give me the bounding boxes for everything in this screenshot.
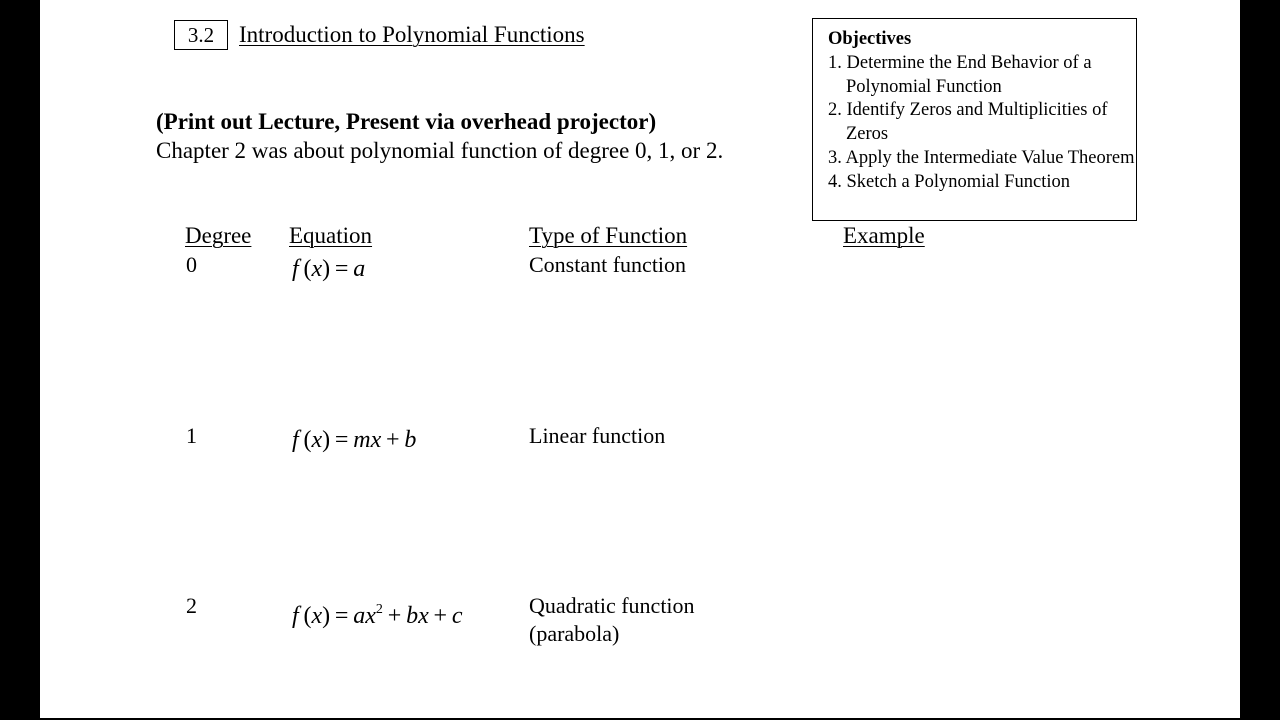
degree-cell: 0 (186, 252, 197, 277)
document-page (40, 0, 1240, 718)
degree-cell: 2 (186, 593, 197, 618)
objective-item: 2. Identify Zeros and Multiplicities of Zeros (828, 100, 1108, 145)
objectives-box (812, 18, 1137, 221)
type-cell: Linear function (529, 423, 666, 448)
type-cell: Constant function (529, 252, 687, 277)
objective-item: 4. Sketch a Polynomial Function (828, 171, 1071, 192)
objective-item: 1. Determine the End Behavior of a Polynomial Function (828, 52, 1092, 97)
objectives-heading: Objectives (828, 29, 912, 49)
degree-cell: 1 (186, 423, 197, 448)
type-cell: Quadratic function (529, 593, 695, 618)
section-number-box: 3.2 (174, 20, 228, 50)
section-title: Introduction to Polynomial Functions (239, 22, 585, 47)
equation-cell: f (x) = a (292, 256, 366, 282)
intro-text: Chapter 2 was about polynomial function of degree 0, 1, or 2. (156, 138, 724, 163)
type-cell-note: (parabola) (529, 621, 620, 646)
equation-cell: f $(x) = ax^2$ + bx + c (292, 602, 463, 629)
example-column-header: Example (843, 223, 925, 248)
lecture-note: (Print out Lecture, Present via overhead projector) (156, 109, 657, 134)
equation-cell: f (x) = mx + b (292, 427, 417, 453)
degree-column-header: Degree (185, 223, 252, 248)
type-column-header: Type of Function (529, 223, 688, 248)
equation-column-header: Equation (289, 223, 373, 248)
objective-item: 3. Apply the Intermediate Value Theorem (828, 147, 1135, 168)
